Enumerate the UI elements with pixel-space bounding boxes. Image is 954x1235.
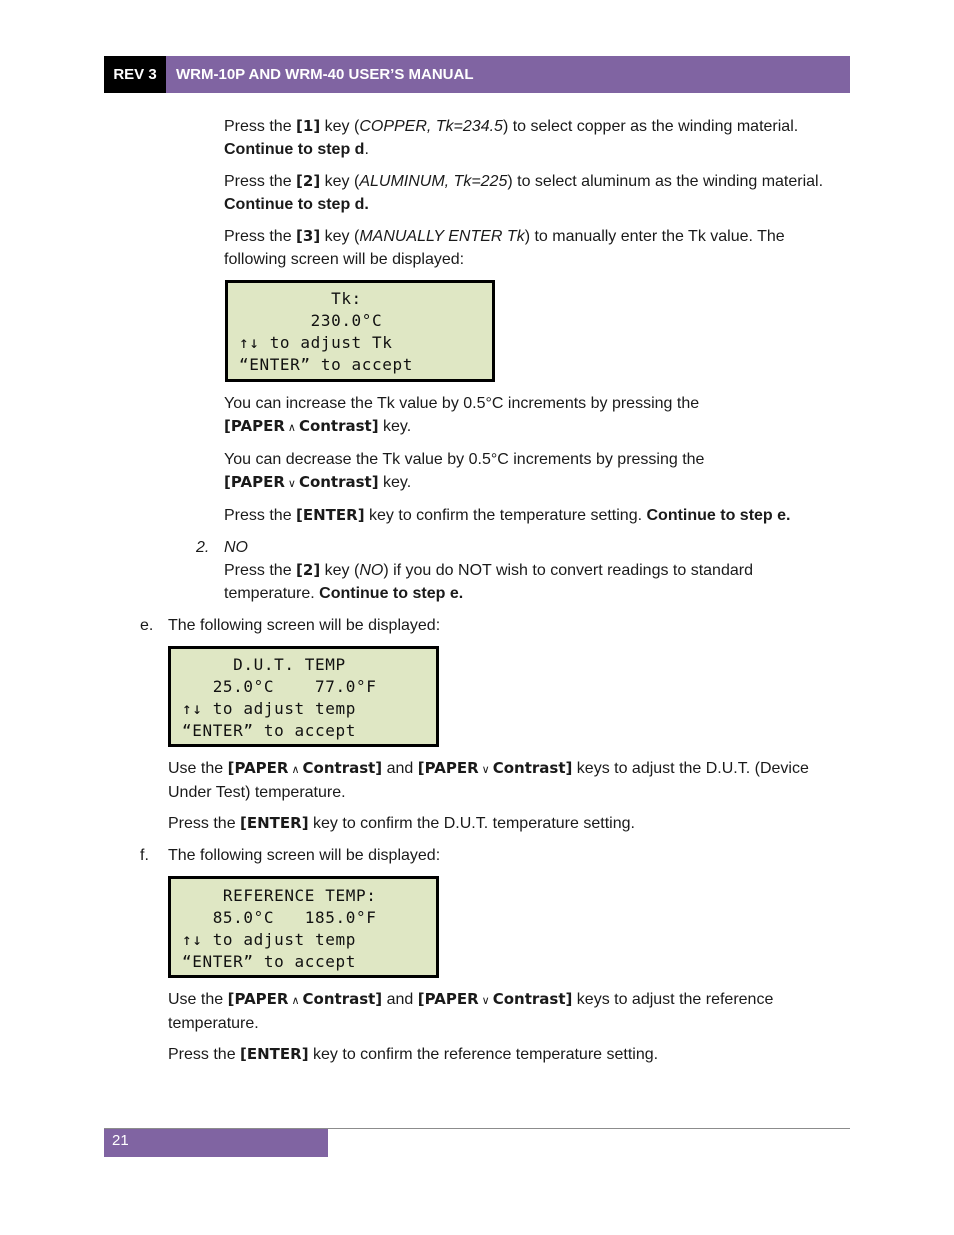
paragraph-confirm-tk: Press the [ENTER] key to confirm the temperature setting. Continue to step e. bbox=[224, 506, 791, 524]
paragraph-adjust-reference: Use the [PAPER ∧ Contrast] and [PAPER ∨ Contrast] keys to adjust the reference temperature. bbox=[168, 990, 774, 1032]
page-number: 21 bbox=[104, 1129, 328, 1157]
step-marker-f: f. bbox=[140, 847, 149, 864]
lcd-line: 25.0°C 77.0°F bbox=[182, 677, 377, 696]
lcd-line: Tk: bbox=[239, 289, 362, 308]
lcd-line: ↑↓ to adjust temp bbox=[182, 930, 356, 949]
paragraph-no: Press the [2] key (NO) if you do NOT wish to convert readings to standard temperature. Continue to step e. bbox=[224, 561, 753, 602]
lcd-line: REFERENCE TEMP: bbox=[182, 886, 377, 905]
step-marker-e: e. bbox=[140, 617, 154, 634]
paragraph-decrease: You can decrease the Tk value by 0.5°C increments by pressing the [PAPER ∨ Contrast] key. bbox=[224, 451, 705, 491]
key-enter: [ENTER] bbox=[296, 506, 365, 524]
key-2: [2] bbox=[296, 561, 321, 579]
paragraph-copper: Press the [1] key (COPPER, Tk=234.5) to select copper as the winding material. Continue to step d. bbox=[224, 117, 799, 158]
page-header bbox=[104, 56, 850, 93]
down-caret-icon: ∨ bbox=[287, 477, 296, 490]
paragraph-increase: You can increase the Tk value by 0.5°C increments by pressing the [PAPER ∧ Contrast] key. bbox=[224, 395, 700, 435]
step-text-f: The following screen will be displayed: bbox=[168, 847, 441, 864]
lcd-screen-tk bbox=[225, 280, 495, 382]
revision-label: REV 3 bbox=[104, 56, 166, 93]
key-2: [2] bbox=[296, 172, 321, 190]
paragraph-manual-tk: Press the [3] key (MANUALLY ENTER Tk) to manually enter the Tk value. The following screen will be displayed: bbox=[224, 227, 785, 268]
manual-title: WRM-10P AND WRM-40 USER’S MANUAL bbox=[166, 56, 850, 93]
lcd-screen-dut-temp bbox=[168, 646, 439, 747]
key-enter: [ENTER] bbox=[240, 1045, 309, 1063]
down-caret-icon: ∨ bbox=[481, 994, 490, 1007]
up-caret-icon: ∧ bbox=[287, 421, 296, 434]
lcd-line: ↑↓ to adjust Tk bbox=[239, 333, 393, 352]
paragraph-confirm-dut: Press the [ENTER] key to confirm the D.U.T. temperature setting. bbox=[168, 814, 635, 832]
paragraph-confirm-reference: Press the [ENTER] key to confirm the reference temperature setting. bbox=[168, 1045, 659, 1063]
list-item-label: NO bbox=[224, 539, 248, 556]
lcd-line: 85.0°C 185.0°F bbox=[182, 908, 377, 927]
up-caret-icon: ∧ bbox=[291, 763, 300, 776]
paragraph-adjust-dut: Use the [PAPER ∧ Contrast] and [PAPER ∨ Contrast] keys to adjust the D.U.T. (Device Under Test) temperature. bbox=[168, 759, 809, 801]
key-3: [3] bbox=[296, 227, 321, 245]
lcd-line: ↑↓ to adjust temp bbox=[182, 699, 356, 718]
list-number: 2. bbox=[196, 539, 210, 556]
up-caret-icon: ∧ bbox=[291, 994, 300, 1007]
lcd-line: 230.0°C bbox=[239, 311, 383, 330]
down-caret-icon: ∨ bbox=[481, 763, 490, 776]
key-enter: [ENTER] bbox=[240, 814, 309, 832]
paragraph-aluminum: Press the [2] key (ALUMINUM, Tk=225) to select aluminum as the winding material. Continue to step d. bbox=[224, 172, 824, 213]
lcd-line: D.U.T. TEMP bbox=[182, 655, 346, 674]
key-1: [1] bbox=[296, 117, 321, 135]
lcd-line: “ENTER” to accept bbox=[239, 355, 413, 374]
lcd-line: “ENTER” to accept bbox=[182, 721, 356, 740]
step-text-e: The following screen will be displayed: bbox=[168, 617, 441, 634]
lcd-screen-reference-temp bbox=[168, 876, 439, 978]
lcd-line: “ENTER” to accept bbox=[182, 952, 356, 971]
